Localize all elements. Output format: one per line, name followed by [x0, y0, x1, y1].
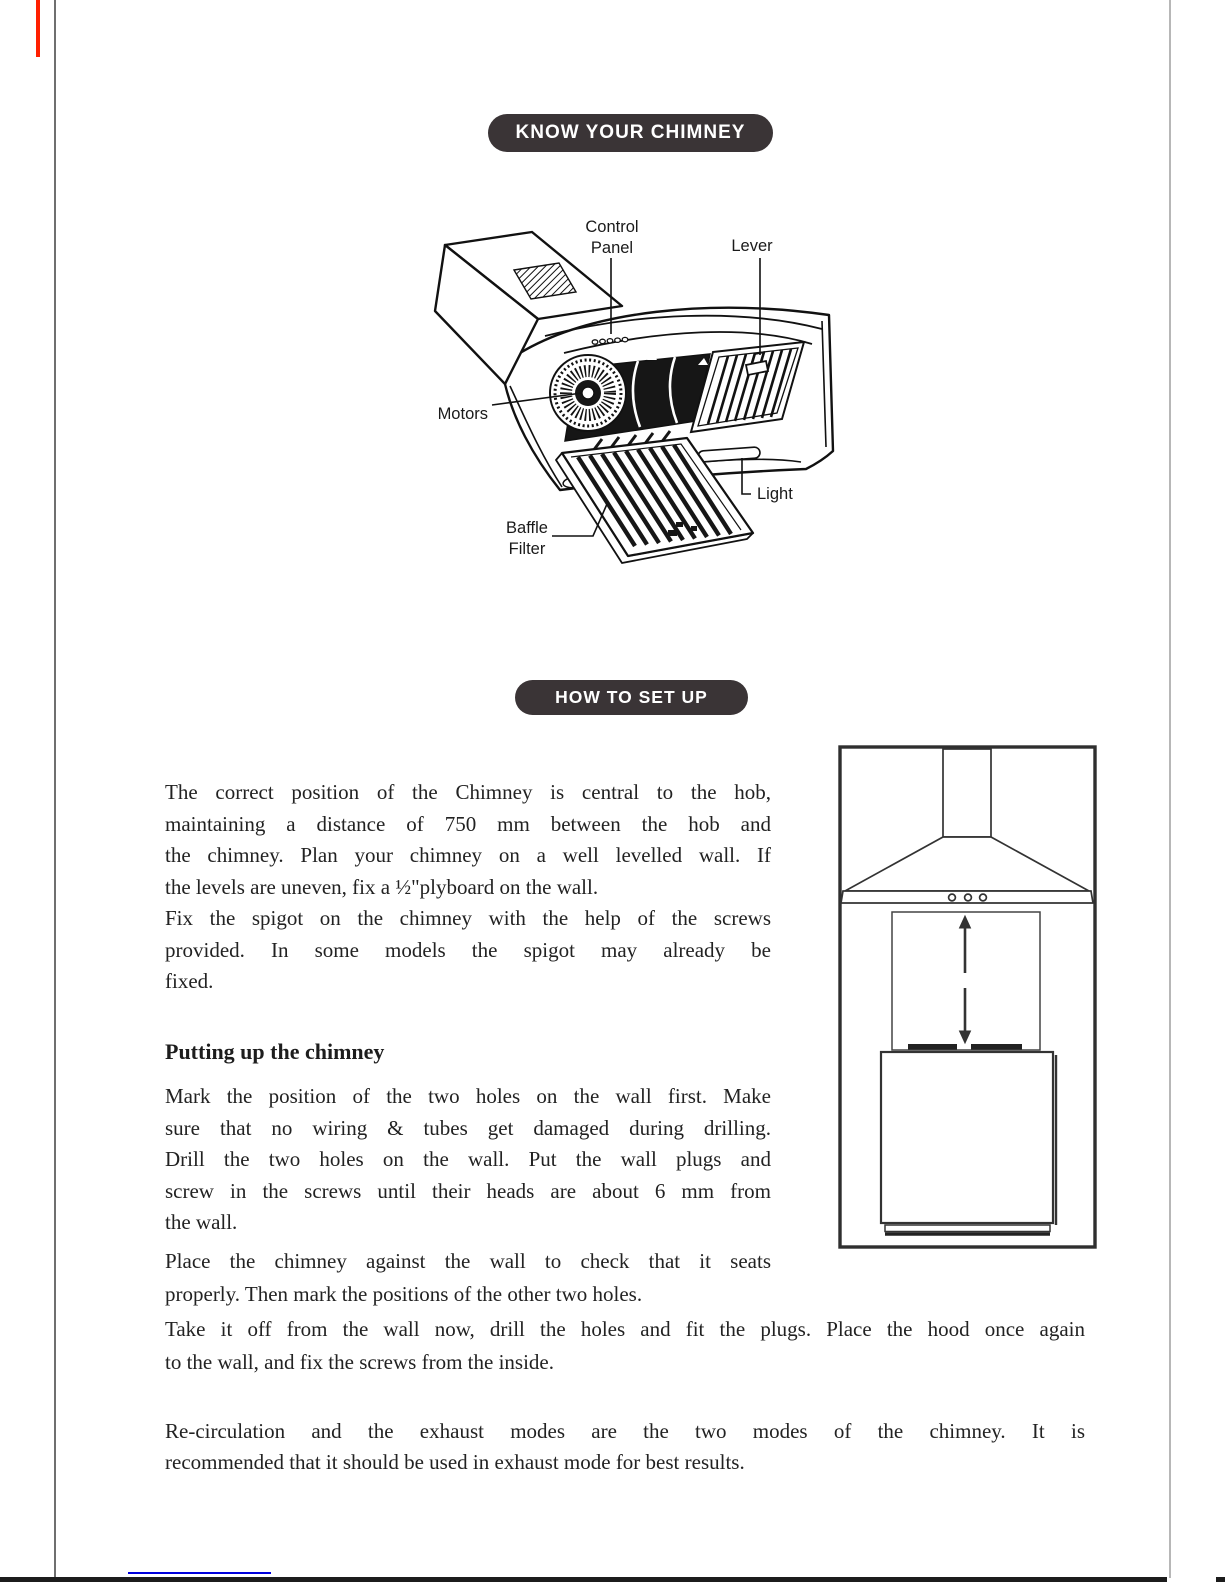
label-filter: Filter: [508, 540, 546, 558]
text-line: fixed.: [165, 969, 214, 993]
text-line: the chimney. Plan your chimney on a well levelled wall. If: [165, 843, 771, 867]
putting-up-heading: Putting up the chimney: [165, 1039, 385, 1064]
text-line: the wall.: [165, 1210, 238, 1234]
label-light: Light: [757, 485, 793, 503]
text-line: sure that no wiring & tubes get damaged during drilling.: [165, 1115, 771, 1140]
how-to-set-up-badge: [515, 680, 748, 715]
motor-fan-icon: [550, 355, 626, 431]
text-line: Re-circulation and the exhaust modes are the two modes of the chimney. It is: [165, 1419, 1085, 1443]
red-edge-marker: [36, 0, 40, 57]
know-your-chimney-label: KNOW YOUR CHIMNEY: [515, 122, 746, 143]
text-line: to the wall, and fix the screws from the inside.: [165, 1350, 554, 1374]
label-control: Control: [585, 218, 639, 236]
modes-paragraph: [165, 1416, 1085, 1478]
text-line: Fix the spigot on the chimney with the help of the screws: [165, 906, 771, 930]
label-panel: Panel: [590, 239, 634, 257]
intro-paragraph-1: [165, 777, 771, 903]
label-lever: Lever: [731, 237, 773, 255]
text-line: recommended that it should be used in exhaust mode for best results.: [165, 1450, 745, 1474]
left-page-rule: [54, 0, 56, 1578]
text-line: properly. Then mark the positions of the other two holes.: [165, 1282, 643, 1306]
how-to-set-up-label: HOW TO SET UP: [555, 687, 708, 707]
setup-figure: [838, 745, 1097, 1249]
label-motors: Motors: [437, 405, 488, 423]
placing-paragraph-narrow: [165, 1245, 771, 1311]
text-line: screw in the screws until their heads are about 6 mm from: [165, 1178, 771, 1203]
text-line: the levels are uneven, fix a ½"plyboard on the wall.: [165, 874, 599, 899]
chimney-diagram: [410, 203, 860, 578]
text-line: Place the chimney against the wall to check that it seats: [165, 1249, 771, 1273]
label-baffle: Baffle: [506, 519, 548, 537]
intro-paragraph-2: [165, 903, 771, 998]
text-line: Take it off from the wall now, drill the holes and fit the plugs. Place the hood once again: [165, 1317, 1085, 1341]
bottom-border-tick: [1216, 1577, 1225, 1582]
text-line: Drill the two holes on the wall. Put the wall plugs and: [165, 1147, 771, 1171]
placing-paragraph-wide: [165, 1313, 1085, 1379]
text-line: maintaining a distance of 750 mm between the hob and: [165, 811, 771, 836]
putting-up-paragraph: [165, 1081, 771, 1239]
text-line: Mark the position of the two holes on the wall first. Make: [165, 1084, 771, 1108]
right-page-rule: [1169, 0, 1171, 1578]
text-line: provided. In some models the spigot may already be: [165, 937, 771, 962]
hyperlink-underline[interactable]: [128, 1572, 271, 1574]
bottom-border-bar: [0, 1577, 1167, 1582]
text-line: The correct position of the Chimney is central to the hob,: [165, 780, 771, 804]
know-your-chimney-badge: [488, 114, 773, 152]
figure-cooker: [881, 1052, 1056, 1234]
